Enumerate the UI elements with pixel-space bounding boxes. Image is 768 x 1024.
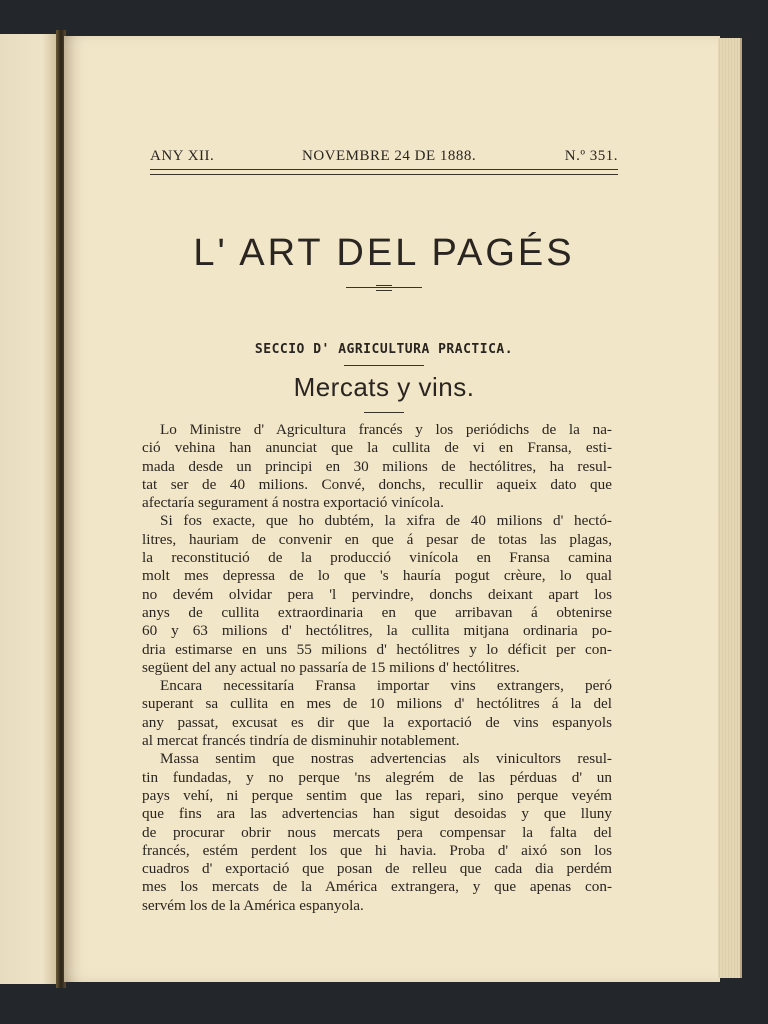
body-line: tin fundadas, y no perque 'ns alegrém de las pérduas d' un (142, 768, 612, 786)
page-edges (718, 38, 742, 978)
body-line: 60 y 63 milions d' hectólitres, la cullita mitjana ordinaria po- (142, 622, 612, 640)
volume-label: ANY XII. (150, 148, 215, 164)
body-line: mada desde un principi en 30 milions de hectólitres, ha resul- (142, 457, 612, 475)
body-line: afectaría segurament á nostra exportació vinícola. (142, 494, 444, 512)
body-line: tat ser de 40 milions. Convé, donchs, recullir aqueix dato que (142, 475, 612, 493)
body-line: la reconstitució de la producció vinícola en Fransa camina (142, 549, 612, 567)
body-line: no devém olvidar pera 'l pervindre, donchs deixant apart los (142, 585, 612, 603)
body-line: següent del any actual no passaría de 15 milions d' hectólitres. (142, 658, 520, 676)
body-line: Lo Ministre d' Agricultura francés y los periódichs de la na- (160, 421, 612, 438)
body-line: al mercat francés tindría de disminuhir notablement. (142, 732, 460, 750)
body-line: litres, hauriam de convenir en que á pesar de totas las plagas, (142, 530, 612, 548)
article-title: Mercats y vins. (293, 372, 475, 402)
header-rule (150, 169, 618, 175)
issue-number: N.º 351. (564, 148, 618, 164)
section-rule (344, 365, 424, 366)
body-line: servém los de la América espanyola. (142, 896, 364, 914)
left-page-edge (0, 34, 61, 984)
body-line: dria estimarse en uns 55 milions d' hectólitres y lo déficit per con- (142, 640, 612, 658)
body-line: Si fos exacte, que ho dubtém, la xifra de 40 milions d' hectó- (160, 512, 612, 530)
body-line: pays vehí, ni perque sentim que las repari, sino perque veyém (142, 786, 612, 804)
body-line: Massa sentim que nostras advertencias als vinicultors resul- (160, 750, 612, 768)
body-line: anys de cullita extraordinaria en que arribavan á obtenirse (142, 603, 612, 621)
body-line: any passat, excusat es dir que la exportació de vins espanyols (142, 713, 612, 731)
body-line: mes los mercats de la América extrangera, y que apenas con- (142, 878, 612, 896)
masthead-title: L' ART DEL PAGÉS (193, 232, 575, 274)
article-body (142, 421, 612, 915)
title-rule (364, 412, 404, 413)
section-title: SECCIO D' AGRICULTURA PRACTICA. (254, 342, 514, 357)
body-line: ció vehina han anunciat que la cullita de vi en Fransa, esti- (142, 439, 612, 457)
body-line: que fins ara las advertencias han sigut desoidas y que lluny (142, 805, 612, 823)
issue-date: NOVEMBRE 24 DE 1888. (302, 148, 477, 164)
body-line: molt mes depressa de lo que 's hauría pogut crèure, lo qual (142, 567, 612, 585)
body-line: francés, estém perdent los que hi havia. Proba d' aixó son los (142, 841, 612, 859)
body-line: de procurar obrir nous mercats pera compensar la falta del (142, 823, 612, 841)
body-line: superant sa cullita en mes de 10 milions d' hectólitres á la del (142, 695, 612, 713)
body-line: Encara necessitaría Fransa importar vins extrangers, peró (160, 677, 612, 695)
body-line: cuadros d' exportació que posan de relleu que cada dia perdém (142, 860, 612, 878)
ornament-divider (346, 287, 422, 290)
